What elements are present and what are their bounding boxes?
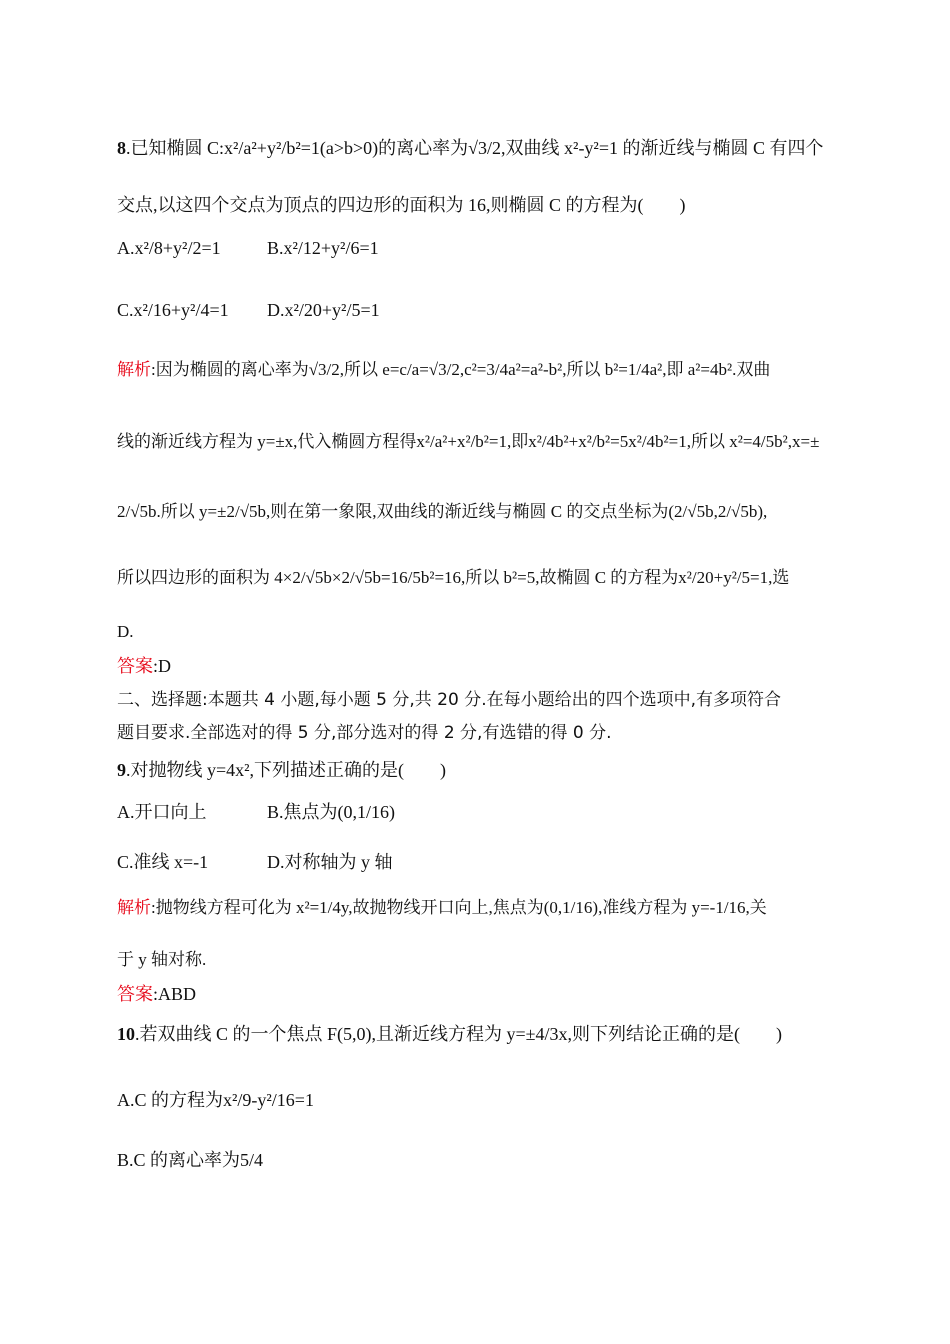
answer-label: 答案 <box>117 984 153 1004</box>
q10-option-a: A.C 的方程为x²/9-y²/16=1 <box>117 1090 314 1110</box>
analysis-label: 解析 <box>117 360 151 379</box>
q8-option-d: D.x²/20+y²/5=1 <box>267 300 380 320</box>
q9-option-c: C.准线 x=-1 <box>117 852 209 872</box>
answer-value: :ABD <box>153 984 197 1004</box>
q9-option-a: A.开口向上 <box>117 802 207 822</box>
q9-analysis-line-1 <box>117 896 837 920</box>
q9-stem-line <box>117 758 837 782</box>
q9-answer-line <box>117 982 837 1006</box>
q9-analysis-line-2: 于 y 轴对称. <box>117 950 207 969</box>
analysis-label: 解析 <box>117 898 151 917</box>
q8-analysis-line-5: D. <box>117 622 134 641</box>
q8-analysis-line-2: 线的渐近线方程为 y=±x,代入椭圆方程得x²/a²+x²/b²=1,即x²/4b²+x²/b²=5x²/4b²=1,所以 x²=4/5b²,x=± <box>117 432 820 451</box>
section-2-header-line-1: 二、选择题:本题共 4 小题,每小题 5 分,共 20 分.在每小题给出的四个选项中,有多项符合 <box>117 690 782 710</box>
answer-value: :D <box>153 656 171 676</box>
q8-option-c: C.x²/16+y²/4=1 <box>117 300 229 320</box>
q9-stem-text: .对抛物线 y=4x²,下列描述正确的是( ) <box>126 760 447 780</box>
analysis-text-1: :因为椭圆的离心率为√3/2,所以 e=c/a=√3/2,c²=3/4a²=a²-b²,所以 b²=1/4a²,即 a²=4b².双曲 <box>151 360 771 379</box>
q10-stem-line <box>117 1022 837 1046</box>
q9-options-row-2 <box>117 850 837 874</box>
question-number: 10 <box>117 1024 135 1044</box>
q8-option-b: B.x²/12+y²/6=1 <box>267 238 379 258</box>
q8-options-row-1 <box>117 236 837 260</box>
q8-stem-line-2: 交点,以这四个交点为顶点的四边形的面积为 16,则椭圆 C 的方程为( ) <box>117 195 686 215</box>
question-number: 8 <box>117 138 126 158</box>
q9-options-row-1 <box>117 800 837 824</box>
q8-stem-line-1 <box>117 136 837 160</box>
q8-stem-text-1: .已知椭圆 C:x²/a²+y²/b²=1(a>b>0)的离心率为√3/2,双曲线 x²-y²=1 的渐近线与椭圆 C 有四个 <box>126 138 824 158</box>
q8-answer-line <box>117 654 837 678</box>
q10-stem-text: .若双曲线 C 的一个焦点 F(5,0),且渐近线方程为 y=±4/3x,则下列结论正确的是( ) <box>135 1024 783 1044</box>
q9-option-b: B.焦点为(0,1/16) <box>267 802 395 822</box>
q10-option-b: B.C 的离心率为5/4 <box>117 1150 264 1170</box>
q8-option-a: A.x²/8+y²/2=1 <box>117 238 221 258</box>
q8-analysis-line-1 <box>117 358 837 382</box>
analysis-text-1: :抛物线方程可化为 x²=1/4y,故抛物线开口向上,焦点为(0,1/16),准线方程为 y=-1/16,关 <box>151 898 767 917</box>
section-2-header-line-2: 题目要求.全部选对的得 5 分,部分选对的得 2 分,有选错的得 0 分. <box>117 723 612 743</box>
q9-option-d: D.对称轴为 y 轴 <box>267 852 393 872</box>
q8-analysis-line-3: 2/√5b.所以 y=±2/√5b,则在第一象限,双曲线的渐近线与椭圆 C 的交点坐标为(2/√5b,2/√5b), <box>117 502 768 521</box>
question-number: 9 <box>117 760 126 780</box>
answer-label: 答案 <box>117 656 153 676</box>
q8-options-row-2 <box>117 298 837 322</box>
q8-analysis-line-4: 所以四边形的面积为 4×2/√5b×2/√5b=16/5b²=16,所以 b²=5,故椭圆 C 的方程为x²/20+y²/5=1,选 <box>117 568 790 587</box>
